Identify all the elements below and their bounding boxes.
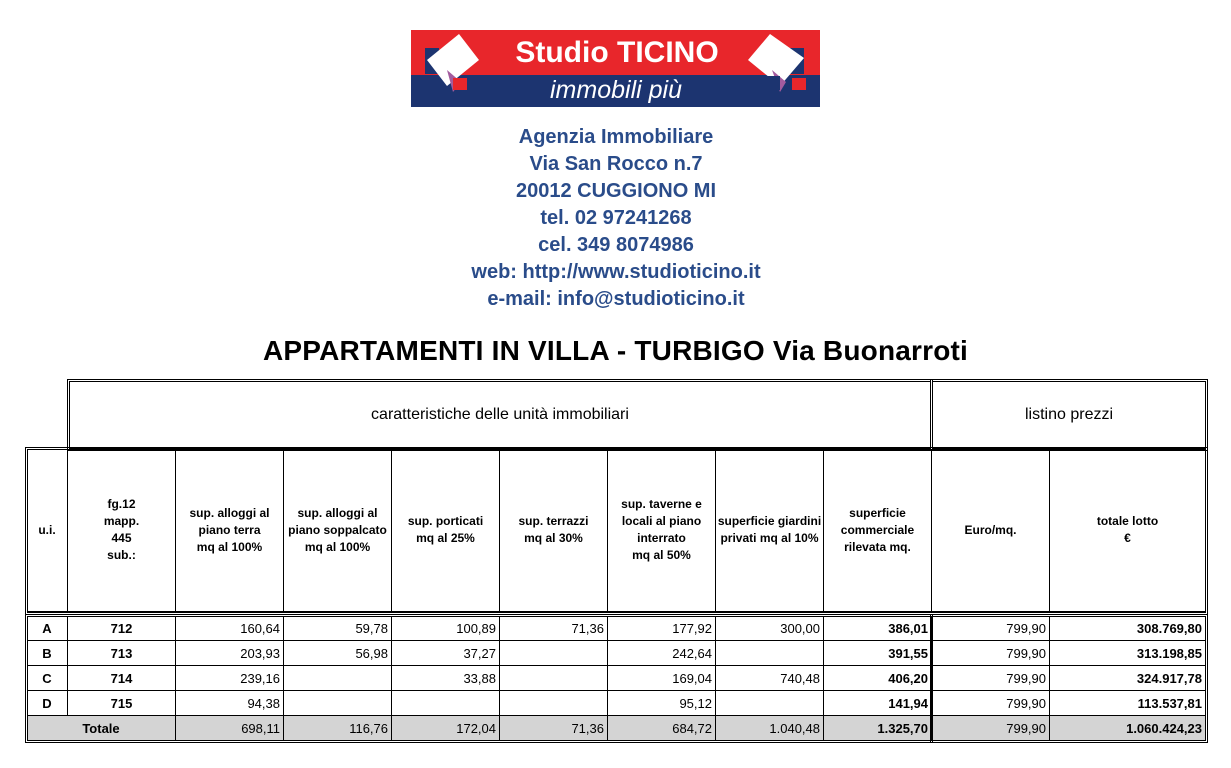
agency-street: Via San Rocco n.7 (529, 153, 703, 175)
table-cell-porticati: 37,27 (392, 641, 500, 666)
table-cell-taverne: 95,12 (608, 691, 716, 716)
table-cell-commerciale: 386,01 (824, 616, 932, 641)
table-cell-giardini: 740,48 (716, 666, 824, 691)
table-cell-ui: B (27, 641, 68, 666)
logo-tagline: immobili più (550, 76, 682, 104)
table-cell-terra: 239,16 (176, 666, 284, 691)
total-cell-soppalco: 116,76 (284, 716, 392, 741)
agency-mobile: cel. 349 8074986 (538, 234, 694, 256)
total-cell-commerciale: 1.325,70 (824, 716, 932, 741)
table-cell-euro-mq: 799,90 (932, 691, 1050, 716)
total-cell-terrazzi: 71,36 (500, 716, 608, 741)
table-cell-sub: 712 (68, 616, 176, 641)
table-cell-totale: 113.537,81 (1050, 691, 1206, 716)
body-frame (25, 614, 1208, 743)
table-cell-commerciale: 406,20 (824, 666, 932, 691)
table-cell-sub: 715 (68, 691, 176, 716)
price-divider (930, 614, 933, 743)
table-cell-terra: 160,64 (176, 616, 284, 641)
table-cell-taverne: 169,04 (608, 666, 716, 691)
table-cell-sub: 714 (68, 666, 176, 691)
studio-ticino-logo (411, 30, 820, 107)
table-cell-commerciale: 391,55 (824, 641, 932, 666)
table-cell-porticati: 33,88 (392, 666, 500, 691)
table-cell-ui: C (27, 666, 68, 691)
total-cell-totale: 1.060.424,23 (1050, 716, 1206, 741)
house-roof-icon (419, 30, 489, 107)
table-cell-totale: 308.769,80 (1050, 616, 1206, 641)
document-title: APPARTAMENTI IN VILLA - TURBIGO Via Buonarroti (262, 335, 969, 366)
agency-info (360, 124, 872, 313)
agency-city: 20012 CUGGIONO MI (515, 180, 717, 202)
total-cell-euro-mq: 799,90 (932, 716, 1050, 741)
section-header-price-list: listino prezzi (930, 379, 1208, 451)
table-cell-ui: A (27, 616, 68, 641)
table-cell-porticati: 100,89 (392, 616, 500, 641)
table-cell-euro-mq: 799,90 (932, 666, 1050, 691)
header-frame (25, 447, 1208, 615)
column-header-ui: u.i. (27, 449, 68, 612)
agency-phone: tel. 02 97241268 (540, 207, 692, 229)
table-cell-soppalco: 59,78 (284, 616, 392, 641)
total-cell-terra: 698,11 (176, 716, 284, 741)
column-header-commerciale: superficie commerciale rilevata mq. (824, 449, 932, 612)
column-header-taverne: sup. taverne e locali al piano interrato mq al 50% (608, 449, 716, 612)
agency-type: Agenzia Immobiliare (518, 126, 714, 148)
column-header-terrazzi: sup. terrazzi mq al 30% (500, 449, 608, 612)
column-header-totale: totale lotto € (1050, 449, 1206, 612)
table-cell-terrazzi: 71,36 (500, 616, 608, 641)
table-cell-euro-mq: 799,90 (932, 616, 1050, 641)
table-cell-ui: D (27, 691, 68, 716)
agency-email[interactable]: e-mail: info@studioticino.it (487, 288, 745, 310)
table-cell-euro-mq: 799,90 (932, 641, 1050, 666)
total-cell-porticati: 172,04 (392, 716, 500, 741)
table-cell-terra: 94,38 (176, 691, 284, 716)
column-header-terra: sup. alloggi al piano terra mq al 100% (176, 449, 284, 612)
column-header-sub: fg.12 mapp. 445 sub.: (68, 449, 176, 612)
table-cell-commerciale: 141,94 (824, 691, 932, 716)
table-cell-taverne: 177,92 (608, 616, 716, 641)
table-cell-soppalco: 56,98 (284, 641, 392, 666)
column-header-giardini: superficie giardini privati mq al 10% (716, 449, 824, 612)
total-cell-giardini: 1.040,48 (716, 716, 824, 741)
column-header-soppalco: sup. alloggi al piano soppalcato mq al 100% (284, 449, 392, 612)
section-header-characteristics: caratteristiche delle unità immobiliari (67, 379, 933, 451)
agency-website[interactable]: web: http://www.studioticino.it (471, 261, 761, 283)
column-header-euro-mq: Euro/mq. (932, 449, 1050, 612)
column-header-porticati: sup. porticati mq al 25% (392, 449, 500, 612)
total-row-label: Totale (27, 716, 176, 741)
table-cell-totale: 313.198,85 (1050, 641, 1206, 666)
house-roof-icon-right (742, 30, 812, 107)
total-cell-taverne: 684,72 (608, 716, 716, 741)
table-cell-terra: 203,93 (176, 641, 284, 666)
table-cell-taverne: 242,64 (608, 641, 716, 666)
table-cell-sub: 713 (68, 641, 176, 666)
table-cell-totale: 324.917,78 (1050, 666, 1206, 691)
table-cell-giardini: 300,00 (716, 616, 824, 641)
logo-name: Studio TICINO (515, 36, 719, 69)
